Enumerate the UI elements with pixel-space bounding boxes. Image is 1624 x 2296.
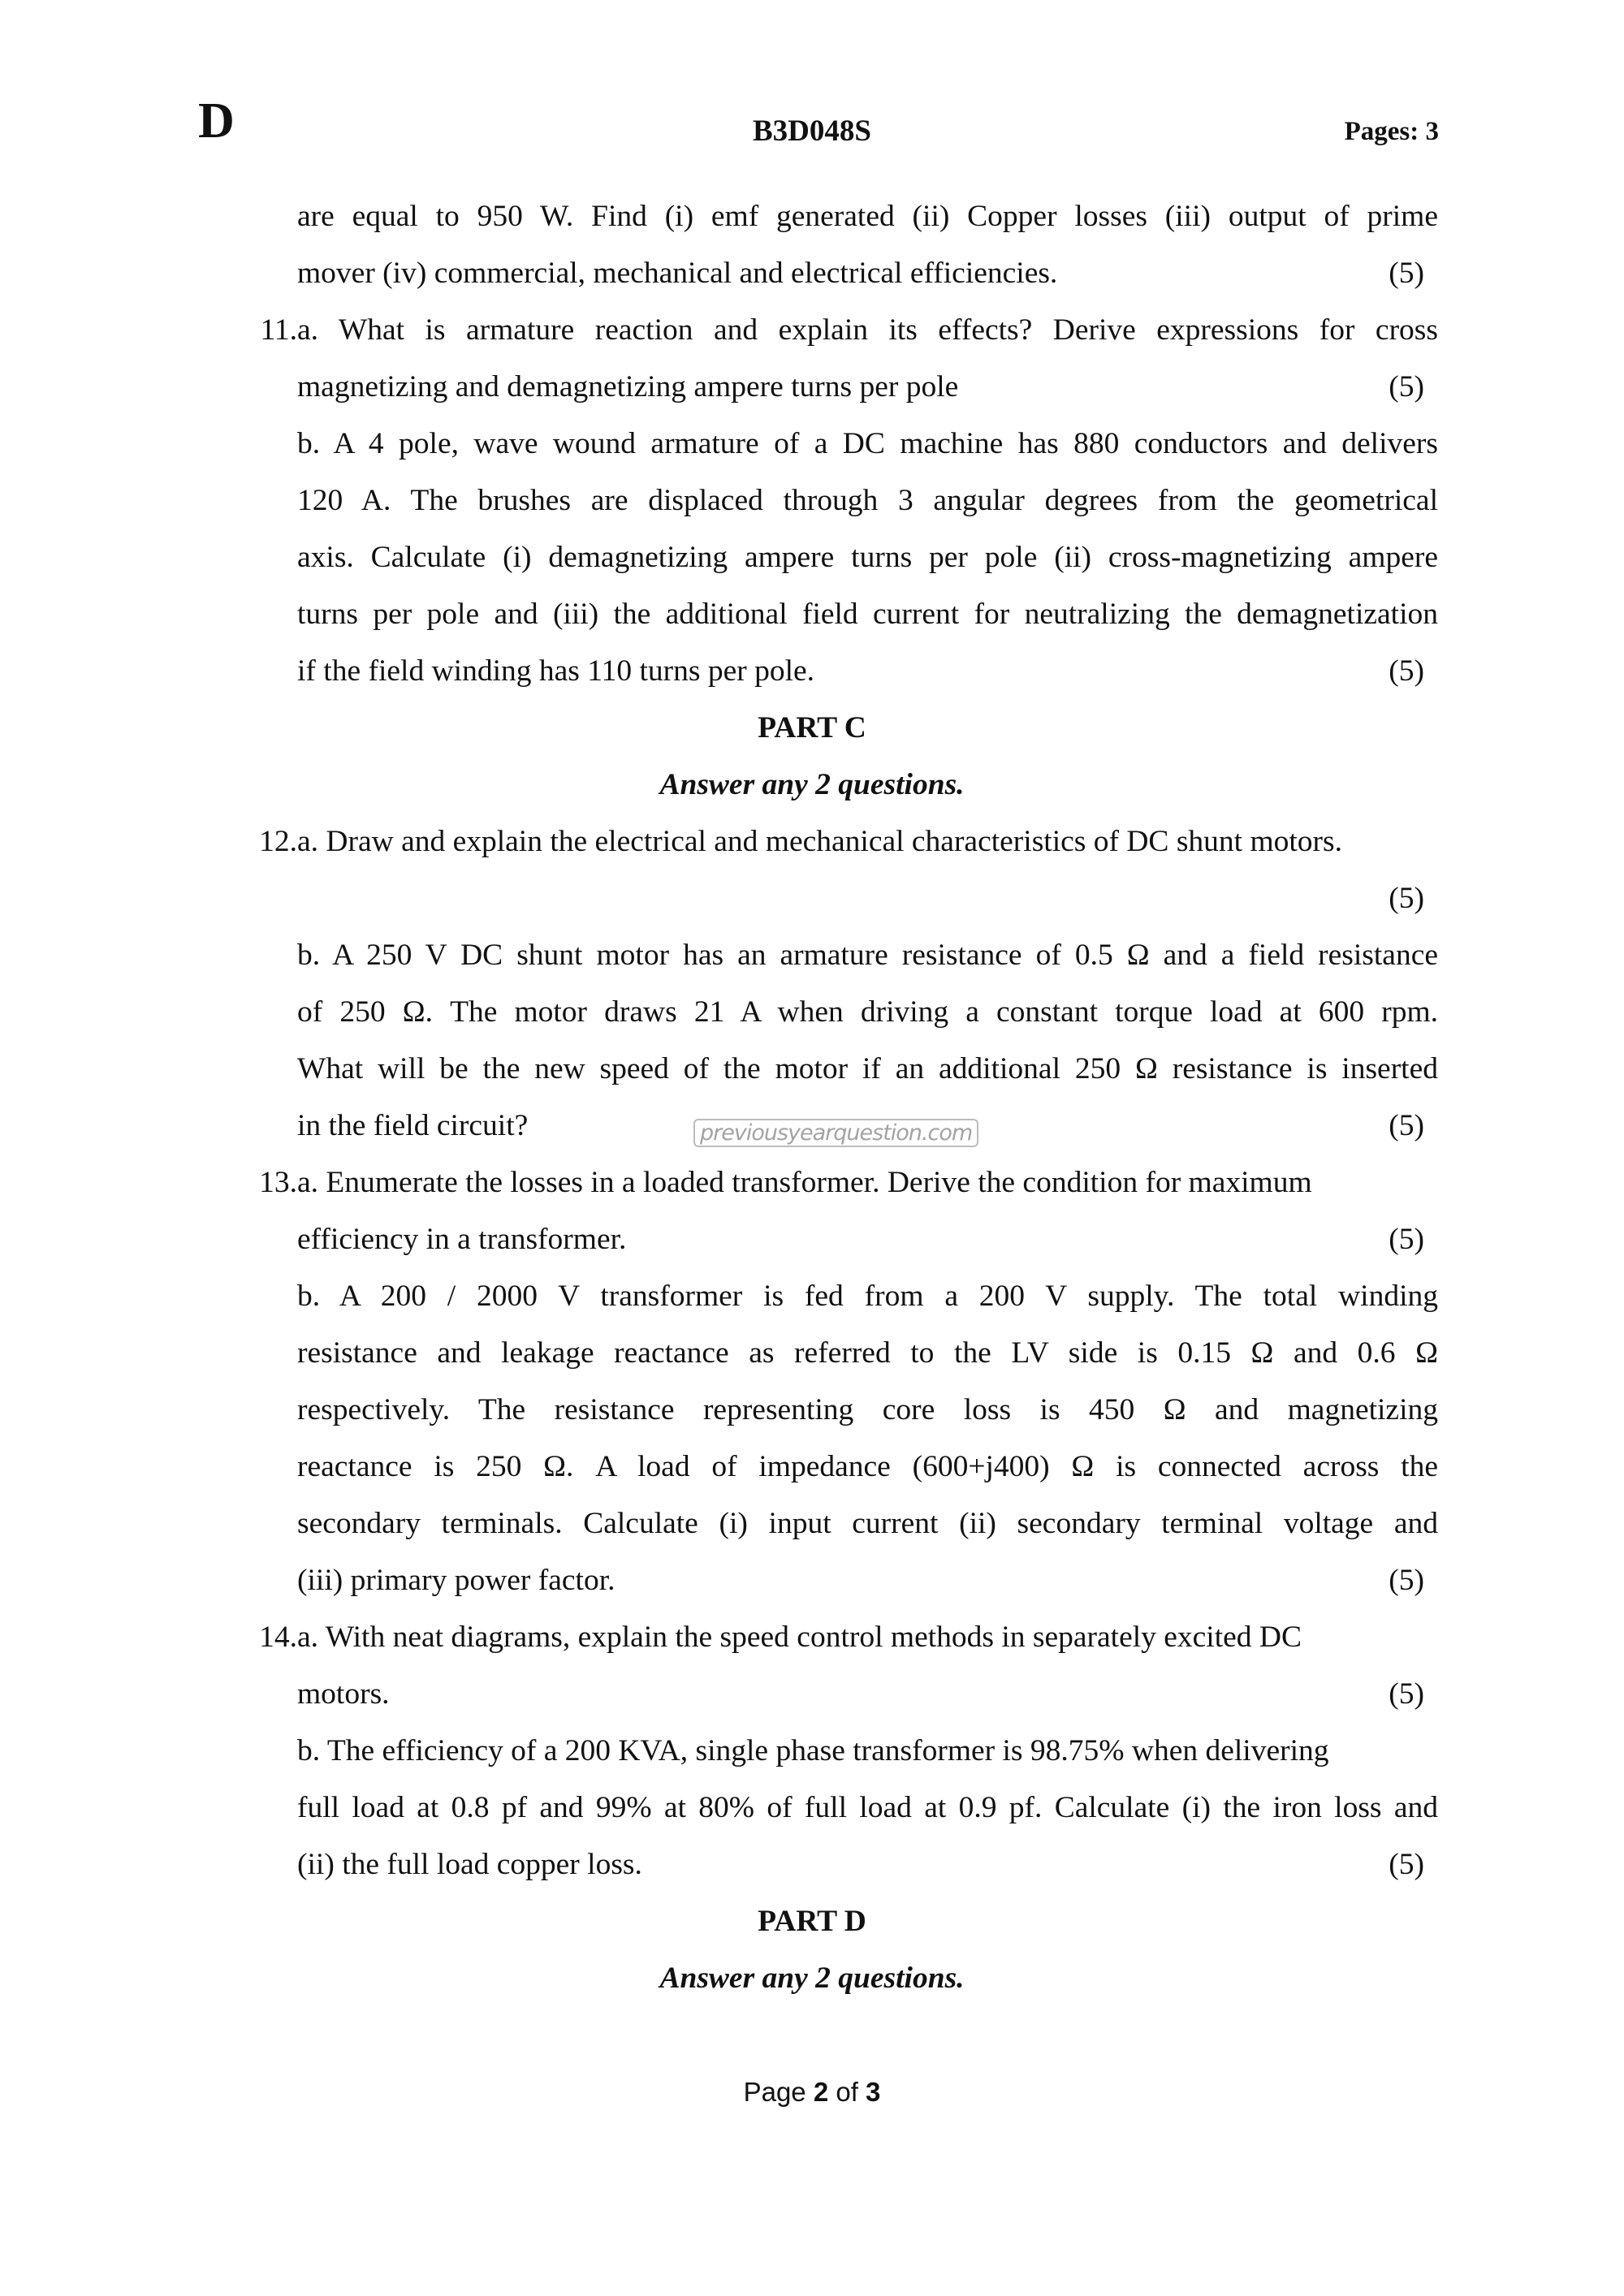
q14b-line-3: (ii) the full load copper loss. (297, 1848, 642, 1881)
q14b-line-2: full load at 0.8 pf and 99% at 80% of full load at 0.9 pf. Calculate (i) the iron loss and (297, 1791, 1438, 1824)
q11a-marks: (5) (1389, 370, 1424, 404)
part-c-instruction: Answer any 2 questions. (659, 768, 965, 801)
q13a-line-1: a. Enumerate the losses in a loaded transformer. Derive the condition for maximum (297, 1166, 1312, 1199)
q11b-line-2: 120 A. The brushes are displaced through 3 angular degrees from the geometrical (297, 484, 1438, 517)
q13a-marks: (5) (1389, 1223, 1424, 1256)
q13b-line-3: respectively. The resistance representing core loss is 450 Ω and magnetizing (297, 1393, 1438, 1426)
q14b-line-1: b. The efficiency of a 200 KVA, single phase transformer is 98.75% when delivering (297, 1734, 1329, 1767)
q12b-line-3: What will be the new speed of the motor if an additional 250 Ω resistance is inserted (297, 1052, 1438, 1085)
part-d-instruction: Answer any 2 questions. (659, 1962, 965, 1995)
watermark: previousyearquestion.com (693, 1119, 978, 1147)
part-d-title: PART D (758, 1905, 866, 1938)
q13a-line-2: efficiency in a transformer. (297, 1223, 627, 1256)
q14-number: 14. (259, 1621, 297, 1654)
q12a-marks: (5) (1389, 882, 1424, 915)
q10-marks: (5) (1389, 257, 1424, 290)
page-count: Pages: 3 (1344, 117, 1439, 146)
q11a-line-2: magnetizing and demagnetizing ampere turns per pole (297, 370, 959, 404)
q11-number: 11. (260, 313, 297, 347)
q11a-line-1: a. What is armature reaction and explain its effects? Derive expressions for cross (297, 313, 1438, 347)
footer-total-pages: 3 (866, 2077, 881, 2107)
q13b-line-5: secondary terminals. Calculate (i) input current (ii) secondary terminal voltage and (297, 1507, 1438, 1540)
q14a-line-2: motors. (297, 1677, 390, 1711)
q12b-line-1: b. A 250 V DC shunt motor has an armature resistance of 0.5 Ω and a field resistance (297, 939, 1438, 972)
q13b-marks: (5) (1389, 1564, 1424, 1597)
footer-middle: of (828, 2077, 866, 2107)
q12b-marks: (5) (1389, 1109, 1424, 1142)
q11b-line-5: if the field winding has 110 turns per pole. (297, 654, 815, 688)
q11b-line-3: axis. Calculate (i) demagnetizing ampere turns per pole (ii) cross-magnetizing ampere (297, 541, 1438, 574)
q10-line-1: are equal to 950 W. Find (i) emf generated (ii) Copper losses (iii) output of prime (297, 200, 1438, 233)
q12b-line-4: in the field circuit? (297, 1109, 529, 1142)
q12-number: 12. (259, 825, 297, 858)
series-letter: D (198, 93, 235, 149)
q12a-line-1: a. Draw and explain the electrical and mechanical characteristics of DC shunt motors. (297, 825, 1342, 858)
part-c-title: PART C (758, 711, 866, 744)
footer-current-page: 2 (813, 2077, 829, 2107)
q14b-marks: (5) (1389, 1848, 1424, 1881)
page-footer (0, 2077, 1624, 2108)
q14a-line-1: a. With neat diagrams, explain the speed control methods in separately excited DC (297, 1621, 1302, 1654)
q13b-line-4: reactance is 250 Ω. A load of impedance (600+j400) Ω is connected across the (297, 1450, 1438, 1483)
paper-code: B3D048S (753, 114, 871, 148)
q11b-line-1: b. A 4 pole, wave wound armature of a DC machine has 880 conductors and delivers (297, 427, 1438, 460)
q11b-marks: (5) (1389, 654, 1424, 688)
q13b-line-1: b. A 200 / 2000 V transformer is fed from a 200 V supply. The total winding (297, 1280, 1438, 1313)
q13-number: 13. (259, 1166, 297, 1199)
q12b-line-2: of 250 Ω. The motor draws 21 A when driving a constant torque load at 600 rpm. (297, 995, 1438, 1029)
footer-prefix: Page (743, 2077, 814, 2107)
q13b-line-6: (iii) primary power factor. (297, 1564, 615, 1597)
q13b-line-2: resistance and leakage reactance as referred to the LV side is 0.15 Ω and 0.6 Ω (297, 1336, 1438, 1370)
q10-line-2: mover (iv) commercial, mechanical and electrical efficiencies. (297, 257, 1058, 290)
q14a-marks: (5) (1389, 1677, 1424, 1711)
q11b-line-4: turns per pole and (iii) the additional field current for neutralizing the demagnetization (297, 598, 1438, 631)
